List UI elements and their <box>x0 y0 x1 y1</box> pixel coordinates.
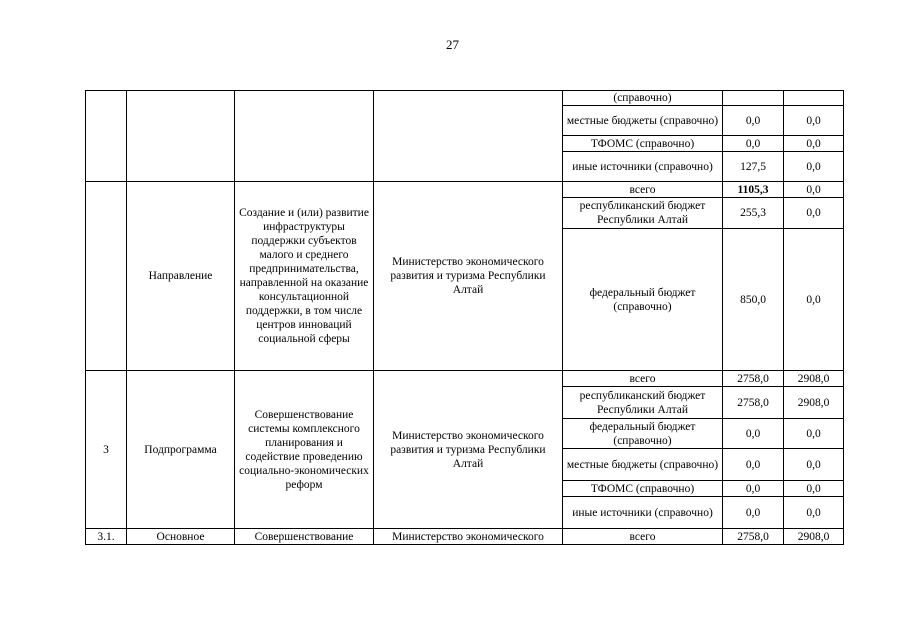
source-cell: всего <box>563 182 723 198</box>
name-cell: Совершенствование <box>235 529 374 545</box>
value-2019-cell: 0,0 <box>723 136 784 152</box>
value-2019-cell: 2758,0 <box>723 387 784 419</box>
name-cell: Создание и (или) развитие инфраструктуры поддержки субъектов малого и среднего предпринимательства, направленной на оказание консультационной поддержки, в том числе центров инноваций социальной сферы <box>235 182 374 371</box>
value-2020-cell: 0,0 <box>784 229 844 371</box>
value-2019-cell: 1105,3 <box>723 182 784 198</box>
source-cell: федеральный бюджет (справочно) <box>563 419 723 449</box>
value-2020-cell: 0,0 <box>784 106 844 136</box>
source-cell: (справочно) <box>563 91 723 106</box>
value-2020-cell <box>784 91 844 106</box>
value-2020-cell: 2908,0 <box>784 371 844 387</box>
source-cell: ТФОМС (справочно) <box>563 136 723 152</box>
value-2019-cell: 127,5 <box>723 152 784 182</box>
value-2019-cell: 2758,0 <box>723 371 784 387</box>
name-cell: Совершенствование системы комплексного планирования и содействие проведению социально-экономических реформ <box>235 371 374 529</box>
value-2019-cell: 0,0 <box>723 106 784 136</box>
value-2020-cell: 0,0 <box>784 136 844 152</box>
page-number: 27 <box>446 37 459 52</box>
value-2019-cell: 0,0 <box>723 419 784 449</box>
value-2019-cell: 0,0 <box>723 497 784 529</box>
num-cell: 3 <box>86 371 127 529</box>
table-row <box>86 91 844 106</box>
type-cell: Основное <box>127 529 235 545</box>
value-2020-cell: 2908,0 <box>784 529 844 545</box>
value-2020-cell: 0,0 <box>784 449 844 481</box>
source-cell: республиканский бюджет Республики Алтай <box>563 387 723 419</box>
source-cell: местные бюджеты (справочно) <box>563 449 723 481</box>
type-cell: Направление <box>127 182 235 371</box>
num-cell <box>86 182 127 371</box>
value-2019-cell: 255,3 <box>723 198 784 229</box>
table-row <box>86 529 844 545</box>
type-cell <box>127 91 235 182</box>
table-row <box>86 182 844 198</box>
source-cell: иные источники (справочно) <box>563 152 723 182</box>
source-cell: всего <box>563 371 723 387</box>
value-2019-cell: 0,0 <box>723 449 784 481</box>
budget-table <box>85 90 844 545</box>
value-2020-cell: 0,0 <box>784 497 844 529</box>
value-2020-cell: 0,0 <box>784 182 844 198</box>
value-2020-cell: 0,0 <box>784 198 844 229</box>
value-2019-cell: 850,0 <box>723 229 784 371</box>
value-2019-cell: 0,0 <box>723 481 784 497</box>
source-cell: местные бюджеты (справочно) <box>563 106 723 136</box>
value-2020-cell: 2908,0 <box>784 387 844 419</box>
executor-cell: Министерство экономического развития и туризма Республики Алтай <box>374 182 563 371</box>
value-2019-cell <box>723 91 784 106</box>
source-cell: федеральный бюджет (справочно) <box>563 229 723 371</box>
value-2019-cell: 2758,0 <box>723 529 784 545</box>
executor-cell: Министерство экономического <box>374 529 563 545</box>
value-2020-cell: 0,0 <box>784 481 844 497</box>
executor-cell: Министерство экономического развития и туризма Республики Алтай <box>374 371 563 529</box>
source-cell: ТФОМС (справочно) <box>563 481 723 497</box>
type-cell: Подпрограмма <box>127 371 235 529</box>
name-cell <box>235 91 374 182</box>
source-cell: всего <box>563 529 723 545</box>
num-cell: 3.1. <box>86 529 127 545</box>
num-cell <box>86 91 127 182</box>
value-2020-cell: 0,0 <box>784 152 844 182</box>
source-cell: республиканский бюджет Республики Алтай <box>563 198 723 229</box>
value-2020-cell: 0,0 <box>784 419 844 449</box>
source-cell: иные источники (справочно) <box>563 497 723 529</box>
executor-cell <box>374 91 563 182</box>
table-row <box>86 371 844 387</box>
